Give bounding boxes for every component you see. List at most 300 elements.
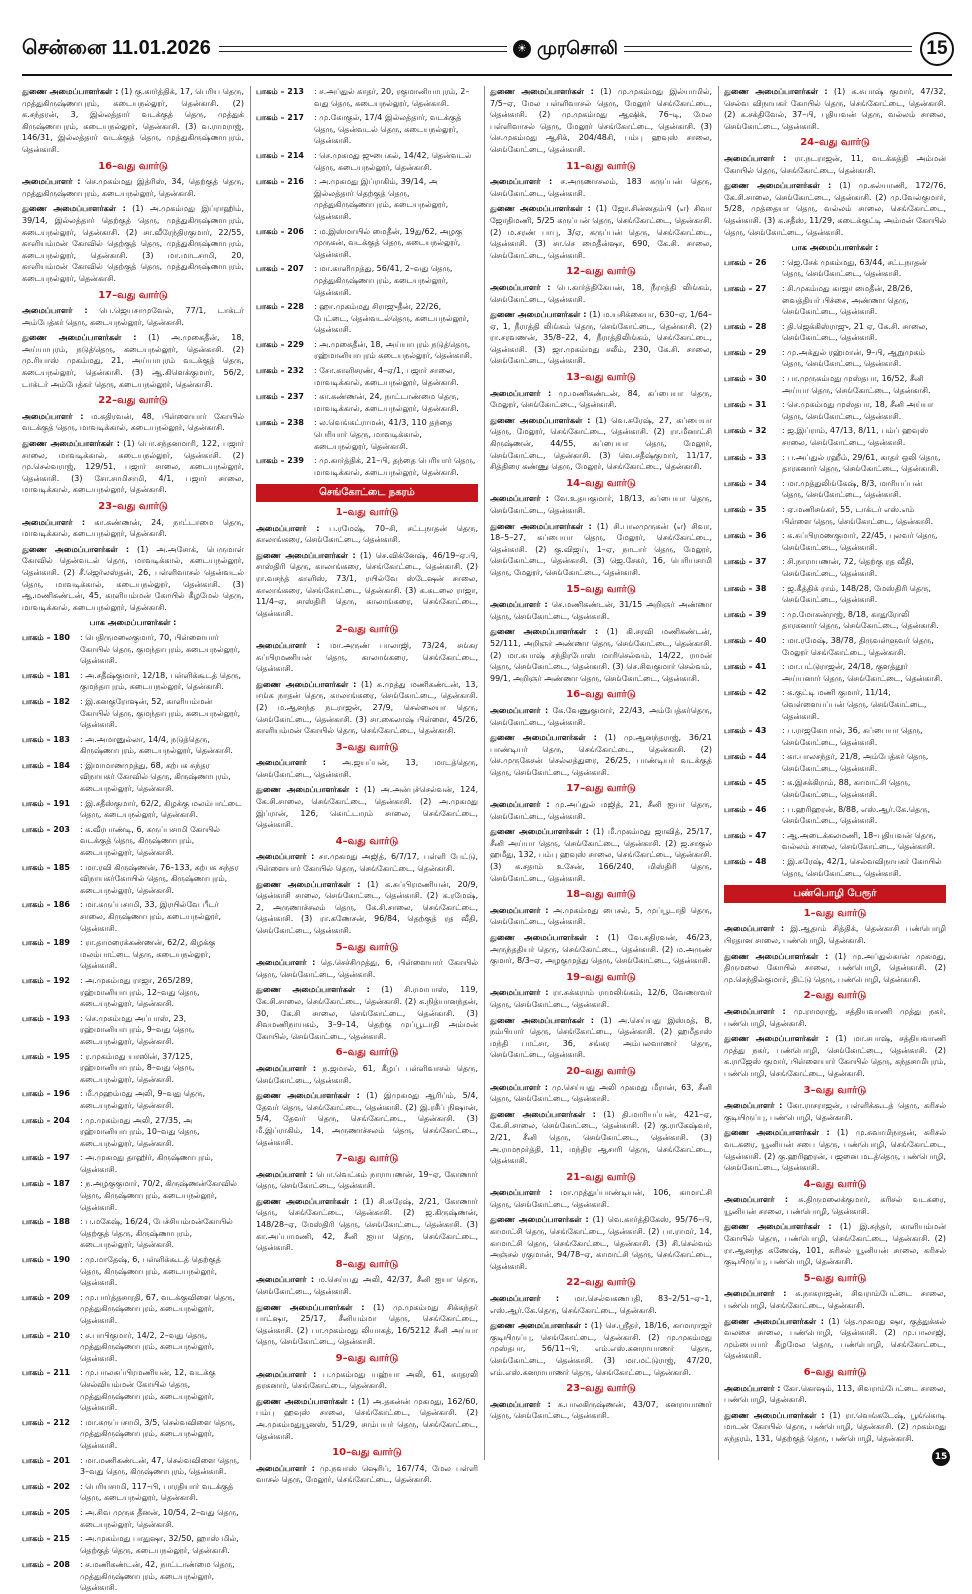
booth-agent: : மீ.முஹம்மது அலி, 9–வது தெரு, கடையநல்லூர், தென்காசி. (80, 1089, 206, 1110)
office-bearer-entry (490, 1320, 712, 1378)
ward-heading: 8–வது வார்டு (335, 1258, 399, 1270)
role-label: துணை அமைப்பாளர்கள் : (22, 333, 137, 343)
role-label: அமைப்பாளர் : (490, 388, 552, 398)
booth-agent: : செ.முகமது ஜுபைகல், 14/42, தென்வடல் தெரு, கடையநல்லூர், தென்காசி. (314, 150, 472, 172)
booth-agent: : மு.மோகன்ராஜ், 8/18, காதுரோலி தாரகனார் தெரு, செங்கோட்டை, தென்காசி. (782, 609, 939, 631)
role-label: அமைப்பாளர் : (256, 1275, 315, 1285)
booth-entry (724, 283, 946, 318)
role-label: துணை அமைப்பாளர்கள் : (724, 1034, 829, 1044)
role-label: துணை அமைப்பாளர்கள் : (724, 1410, 825, 1420)
entry-text: (1) மா.சபாஷ், சத்தியவாணி முத்து நகர், பண்பொழி, செங்கோட்டை, தென்காசி. (2) க.ராஜேஸ் குமார், பிள்ளையார் கோயில் தெரு, கந்தசாமிபுரம், பண்பொழி, செங்கோட்டை, தென்காசி. (724, 1034, 946, 1078)
role-label: துணை அமைப்பாளர்கள் : (22, 204, 126, 214)
entry-text: (1) இ.சுந்தர், காளியம்மன் கோயில் தெரு, பண்பொழி, செங்கோட்டை, தென்காசி. (2) ரா.ஆனந்த கணேஷ், 101, கரிசல் யூனியன் சாலை, கரிசல் குடியிருப்பு, பண்பொழி, தென்காசி. (724, 1222, 946, 1267)
ward-heading: 12–வது வார்டு (566, 266, 636, 278)
booth-number: பாகம் – 238 (256, 418, 304, 428)
role-label: அமைப்பாளர் : (490, 705, 549, 715)
office-bearer-entry (724, 1410, 946, 1445)
entry-text: (1) ம.யசிக்கையா, 630–ஏ, 1/64–ஏ, 1, நீராத்தி லிங்கம் தெரு, செங்கோட்டை, தென்காசி. (2) ரா.சரவணன், 35/8–22, 4, நீராத்திலிங்கம், செங்கோட்டை, தென்காசி. (3) ஜா.முகம்மது சலீம், 230, கே.சி. சாலை, செங்கோட்டை, தென்காசி. (490, 310, 712, 366)
booth-entry (256, 365, 478, 388)
booth-entry (22, 862, 244, 897)
entry-text: கோ.ராசராஜன், பள்ளிக்கூடத் தெரு, கரிசல் குடியிருப்பு, பண்பொழி, தென்காசி. (724, 1101, 946, 1122)
booth-entry (22, 1330, 244, 1365)
booth-number: பாகம் – 27 (724, 283, 767, 293)
booth-agent: : இ.சதீஸ்குமார், 62/2, கிழக்கு மலம்பாட்டை தெரு, கடையநல்லூர், தென்காசி. (80, 798, 242, 820)
booth-number: பாகம் – 43 (724, 726, 767, 736)
entry-text: அ.ஜயப்பன், 13, மாடத்தெரு, செங்கோட்டை, தென்காசி. (256, 758, 478, 779)
role-label: துணை அமைப்பாளர்கள் : (724, 87, 828, 96)
booth-number: பாகம் – 40 (724, 635, 767, 645)
booth-agent: : மு.அக்துல் ரஹ்மான், 9–பி, ஆறுமுகம் தெரு, செங்கோட்டை, தென்காசி. (782, 347, 925, 369)
role-label: அமைப்பாளர் : (256, 852, 315, 862)
ward-heading: 1–வது வார்டு (335, 507, 399, 518)
ward-heading: 4–வது வார்டு (335, 835, 399, 847)
role-label: அமைப்பாளர் : (256, 958, 316, 968)
role-label: அமைப்பாளர் : (490, 1294, 560, 1304)
role-label: துணை அமைப்பாளர்கள் : (256, 1196, 358, 1206)
booth-entry (724, 777, 946, 800)
booth-agent: : ஜ.கீத்திக் ராம், 148/28, மேஸ்திரி தெரு, செங்கோட்டை, தென்காசி. (782, 583, 932, 605)
booth-agent: : ந.அழகுகுமார், 70/2, கிருஷ்ணன்கோவில் தெரு, கிருஷ்ணாபுரம், கடையநல்லூர், தென்காசி. (80, 1179, 237, 1212)
masthead (22, 30, 954, 68)
role-label: அமைப்பாளர் : (490, 988, 549, 998)
column-4 (724, 86, 946, 1460)
entry-text: (1) மு.முகம்மது சிக்கந்தர் பாட்ஷா, 25/17, சீனியம்மா தெரு, செங்கோட்டை, தென்காசி. (2) பா.முகம்மது லியாகத், 16/5212 சீனி அய்யா தெரு, செங்கோட்டை, தென்காசி. (256, 1302, 478, 1347)
booth-entry (724, 530, 946, 553)
booth-agent: : ர.முகம்மது யாஸின், 37/125, ரஹ்மானியாபுரம், 8–வது தெரு, கடையநல்லூர், தென்காசி. (80, 1051, 195, 1084)
booth-number: பாகம் – 39 (724, 609, 767, 619)
section-banner: பண்பொழி பேரூர் (724, 885, 946, 903)
booth-agent: : பெதிருமலைகுமார், 70, பிள்ளையார் கோயில் தெரு, குமந்தாபுரம், கடையநல்லூர், தென்காசி. (80, 632, 241, 666)
entry-text: மு.ராமராஜ், சத்தியவாணி முத்து நகர், பண்பொழி, தென்காசி. (724, 1006, 946, 1028)
booth-number: பாகம் – 204 (22, 1115, 70, 1125)
office-bearer-entry (490, 86, 712, 156)
booth-entry (22, 1559, 244, 1594)
booth-agent: : ச.அப்துல் காதர், 20, ரகுமானியாபுரம், 2–வது தெரு, கடையநல்லூர், தென்காசி. (314, 87, 470, 108)
entry-text: தெ.செச்சிமுத்து, 6, பிள்ளையார் கோயில் தெரு, செங்கோட்டை, தென்காசி. (256, 958, 478, 979)
role-label: துணை அமைப்பாளர்கள் : (256, 1302, 365, 1312)
entry-text: ப.ரமேஷ், 70–சி, சட்டநாதன் தெரு, காலாங்கரை, செங்கோட்டை, தென்காசி. (256, 523, 478, 545)
office-bearer-entry (490, 521, 712, 579)
booth-entry (256, 263, 478, 298)
booth-agent: : செ.முகம்மது அப்பாஸ், 23, ரஹ்மானியாபுரம், 9–வது தெரு, கடையநல்லூர், தென்காசி. (80, 1013, 195, 1046)
role-label: துணை அமைப்பாளர்கள் : (490, 733, 597, 743)
booth-number: பாகம் – 215 (22, 1534, 70, 1544)
role-label: துணை அமைப்பாளர்கள் : (22, 544, 130, 554)
booth-entry (22, 1115, 244, 1150)
booth-number: பாகம் – 207 (256, 264, 304, 274)
content-frame (22, 74, 952, 1593)
entry-text: ரா.சுக்கராம் ராமலிங்கம், 12/6, வேணாவர் தெரு, செங்கோட்டை, தென்காசி. (490, 988, 712, 1009)
booth-entry (22, 1088, 244, 1111)
booth-number: பாகம் – 37 (724, 557, 767, 567)
booth-agent: : மா.முத்துலிங்கேஷ், 8/3, மாரியப்பன் தெரு, செங்கோட்டை, தென்காசி. (782, 478, 923, 500)
booth-agent: : அ.முகம்மது ராஜா, 265/289, ரஹ்மானியாபுரம், 12–வது தெரு, கடையநல்லூர், தென்காசி. (80, 975, 200, 1009)
role-label: அமைப்பாளர் : (490, 800, 550, 810)
role-label: துணை அமைப்பாளர்கள் : (490, 627, 599, 637)
office-bearer-entry (22, 544, 244, 614)
ward-heading: 17–வது வார்டு (98, 289, 168, 301)
booth-number: பாகம் – 184 (22, 760, 70, 770)
entry-text: ச.அருணாசலம், 183 கருப்பன் தெரு, செங்கோட்டை, தென்காசி. (490, 177, 712, 198)
entry-text: (1) க.சுப்பிரமணியன், 20/9, தென்காசி சாலை, செங்கோட்டை, தென்காசி. (2) க.ரமேஷ், 2, அருணாச்சலம் தெரு, கே.சி.சாலை, செங்கோட்டை, தென்காசி. (3) ரா.கணேசன், 96/84, தெற்குத் ரத வீதி, செங்கோட்டை, தென்காசி. (256, 879, 478, 935)
role-label: அமைப்பாளர் : (724, 1006, 786, 1016)
ward-heading: 11–வது வார்டு (566, 160, 636, 172)
ward-heading: 17–வது வார்டு (566, 783, 636, 795)
ward-heading: 5–வது வார்டு (335, 941, 399, 953)
booth-entry (256, 301, 478, 336)
entry-text: (1) சு.முத்து மணிகண்டன், 13, ஈங்க நாதன் தெரு, காலாங்கரை, செங்கோட்டை, தென்காசி. (2) ம.ஆனந்த நடராஜன், 27/9, செல்லையா தெரு, செங்கோட்டை, தென்காசி. (3) சா.கைலாஷ் பிள்ளை, 45/26, காளியம்மன் கோயில் தெரு, செங்கோட்டை, தென்காசி. (256, 679, 478, 736)
page-number-badge: 15 (920, 32, 954, 66)
office-bearer-entry (490, 1293, 712, 1316)
office-bearer-entry (256, 1063, 478, 1086)
office-bearer-entry (256, 957, 478, 980)
role-label: துணை அமைப்பாளர்கள் : (490, 415, 591, 425)
booth-agent: : அ.முகமது தாஹிர், கிருஷ்ணாபுரம், தென்காசி. (80, 1153, 214, 1174)
booth-entry (724, 583, 946, 606)
office-bearer-entry (256, 640, 478, 675)
ward-heading: 15–வது வார்டு (566, 583, 636, 595)
booth-entry (22, 1178, 244, 1213)
office-bearer-entry (490, 415, 712, 473)
booth-number: பாகம் – 34 (724, 478, 767, 488)
entry-text: (1) தி.மாரியப்பன், 421–ஏ, கே.சி.சாலை, செங்கோட்டை, தென்காசி. (2) கு.ராகேஷ்வர், 2/21, சீனி தெரு, செங்கோட்டை, தென்காசி. (3) அ.ராமமூர்த்தி, 11, மந்திர ஆசாரி தெரு, செங்கோட்டை, தென்காசி. (490, 1109, 712, 1166)
column-3 (490, 86, 712, 1460)
booth-agent: : சி.முகம்மது காஜா மைதீன், 28/26, வைத்தியர் பிச்சை, அண்ணா தெரு, செங்கோட்டை, தென்காசி. (782, 283, 913, 317)
entry-text: செ.முகம்மது இத்ரிஸ், 34, தெற்குத் தெரு, முத்துகிருஷ்ணாபுரம், கடையநல்லூர், தென்காசி. (22, 177, 244, 198)
booth-number: பாகம் – 44 (724, 752, 767, 762)
entry-text: (1) கு.கார்த்திக், 17, பெரிய தெரு, முத்துகிருஷ்ணாபுரம், கடையநல்லூர், தென்காசி. (2) க.சந்தரன், 3, இல்லத்தார் வடக்குத் தெரு, முத்துக் கிருஷ்ணாபுரம், கடையநல்லூர், தென்காசி. (3) வ.ராமராஜ், 146/31, இல்லத்தார் வடக்குத் தெரு, முத்துகிருஷ்ணாபுரம், தென்காசி. (22, 87, 244, 154)
entry-text: ந.ஜமால், 61, கீழப் பள்ளிவாசல் தெரு, செங்கோட்டை, தென்காசி. (256, 1063, 478, 1085)
booth-entry (724, 452, 946, 475)
booth-entry (22, 1216, 244, 1251)
role-label: துணை அமைப்பாளர்கள் : (256, 679, 357, 689)
role-label: அமைப்பாளர் : (490, 177, 553, 187)
booth-entry (256, 176, 478, 222)
office-bearer-entry (490, 987, 712, 1010)
booth-agent: : மு.மாதேஷ், 6, பள்ளிக்கூடத் தெற்குத் தெரு, கிருஷ்ணாபுரம், கடையநல்லூர், தென்காசி. (80, 1255, 221, 1288)
entry-text: பொ.வெட்கம் நாராயணன், 19–ஏ, கோணார் தெரு, செங்கோட்டை, தென்காசி. (256, 1169, 478, 1191)
booth-number: பாகம் – 195 (22, 1051, 70, 1061)
entry-text: (1) அ.முகைதீன், 18, அய்யாபுரம், நடுத்தெரு, கடையநல்லூர், தென்காசி. (2) மு.ரியாஸ் முகம்மது, 21, அய்யாபுரம் வடக்குத் தெரு, கடையநல்லூர், தென்காசி. (3) ஆ.கிளெக்குமார், 56/2, டாக்டர் அம்பேத்கர் தெரு, கடையநல்லூர், தென்காசி. (22, 333, 244, 389)
booth-agent: : கா.கண்ணன், 24, நாட்டாண்மை தெரு, மாவடிக்கால், கடையநல்லூர், தென்காசி. (314, 392, 460, 413)
booth-entry (724, 609, 946, 632)
booth-number: பாகம் – 186 (22, 900, 70, 910)
office-bearer-entry (22, 86, 244, 156)
role-label: அமைப்பாளர் : (490, 282, 551, 292)
entry-text: (1) அ.தகன்ன் முகமது, 162/60, பம்பு ஹவுஸ் சாலை, செங்கோட்டை, தென்காசி. (2) அ.முகம்மதுயூனஸ், 51/29, சாம்பயர் தெரு, செங்கோட்டை, தென்காசி. (256, 1396, 478, 1441)
booth-agent: : ச.மணிகண்டன், 42, நாட்டாண்மை தெரு, முத்துகிருஷ்ணாபுரம், கடையநல்லூர், தென்காசி. (80, 1560, 235, 1593)
entry-text: (1) மு.சுவாமிநாதன், கரிசல் வடகரை, யூனியன் சபை தெரு, பண்பொழி, செங்கோட்டை, தென்காசி. (2) கு.ஹரிஹரன், பஜனை மடத்தெரு, பண்பொழி, செங்கோட்டை, தென்காசி. (724, 1128, 946, 1173)
booth-number: பாகம் – 216 (256, 177, 304, 187)
booth-agent: : க.குட்டி மணி குமார், 11/14, வெள்ளையப்பன் தெரு, செங்கோட்டை, தென்காசி. (782, 688, 927, 721)
booth-entry (256, 226, 478, 261)
office-bearer-entry (490, 1109, 712, 1167)
role-label: துணை அமைப்பாளர்கள் : (256, 879, 361, 889)
booth-number: பாகம் – 187 (22, 1179, 70, 1189)
booth-number: பாகம் – 41 (724, 662, 767, 672)
role-label: துணை அமைப்பாளர்கள் : (724, 1316, 824, 1326)
office-bearer-entry (490, 826, 712, 884)
role-label: துணை அமைப்பாளர்கள் : (490, 521, 592, 531)
office-bearer-entry (724, 951, 946, 986)
booth-agent: : இமாமாணமுத்து, 68, கற்பக சுந்தர விநாயகர் கோவில் தெரு, கிருஷ்ணாபுரம், கடையநல்லூர், தென்காசி. (80, 760, 231, 794)
ward-heading: 1–வது வார்டு (803, 907, 867, 919)
booth-entry (22, 1254, 244, 1289)
role-label: அமைப்பாளர் : (490, 600, 548, 610)
role-label: துணை அமைப்பாளர்கள் : (490, 1321, 588, 1331)
role-label: துணை அமைப்பாளர்கள் : (724, 951, 829, 961)
role-label: துணை அமைப்பாளர்கள் : (256, 785, 359, 795)
office-bearer-entry (490, 1399, 712, 1422)
booth-entry (22, 1051, 244, 1086)
role-label: துணை அமைப்பாளர்கள் : (490, 827, 589, 837)
entry-text: பெ.கார்த்திகேயன், 18, நீராத்தி லிங்கம், செங்கோட்டை, தென்காசி. (490, 282, 712, 304)
ward-heading: 18–வது வார்டு (566, 889, 636, 901)
booth-agent: : அ.சதீஷ்குமார், 12/18, பள்ளிக்கூடத் தெரு, குமந்தாபுரம், கடையநல்லூர், தென்காசி. (80, 670, 242, 692)
booth-number: பாகம் – 206 (256, 226, 304, 236)
booth-number: பாகம் – 28 (724, 321, 767, 331)
booth-number: பாகம் – 36 (724, 531, 767, 541)
role-label: அமைப்பாளர் : (724, 153, 787, 163)
booth-agent: : பா.முருகம்மது முஸ்தபா, 16/52, சீனி அய்யா தெரு, செங்கோட்டை, தென்காசி. (782, 374, 931, 395)
office-bearer-entry (256, 1196, 478, 1254)
role-label: அமைப்பாளர் : (490, 1188, 553, 1198)
booth-entry (724, 399, 946, 422)
office-bearer-entry (490, 732, 712, 778)
ward-heading: 21–வது வார்டு (566, 1171, 636, 1183)
office-bearer-entry (724, 1288, 946, 1311)
entry-text: (1) வெ.சுரேஷ், 27, கப்பையா தெரு, மேலூர், செங்கோட்டை, தென்காசி. (2) ரா.மீனாட்சி கிருஷ்ணன், 44/55, கப்பையா தெரு, மேலூர், செங்கோட்டை, தென்காசி. (3) வெ.சதீஷ்குமார், 11/17, சித்திரை கண்ணு தெரு, மேலூர், செங்கோட்டை, தென்காசி. (490, 415, 712, 472)
role-label: அமைப்பாளர் : (256, 640, 320, 650)
entry-text: சா.முகமது அஜித், 6/7/17, பள்ளி பேட்டு, பிள்ளையார் கோயில் தெரு, செங்கோட்டை, தென்காசி. (256, 852, 478, 874)
office-bearer-entry (490, 1082, 712, 1105)
booth-number: பாகம் – 191 (22, 798, 70, 808)
booth-entry (724, 556, 946, 579)
role-label: அமைப்பாளர் : (724, 1195, 789, 1205)
office-bearer-entry (256, 784, 478, 830)
booth-number: பாகம் – 31 (724, 400, 767, 410)
role-label: அமைப்பாளர் : (724, 1289, 787, 1299)
masthead-rule-left (219, 46, 507, 52)
role-label: அமைப்பாளர் : (256, 523, 320, 533)
ward-heading: 2–வது வார்டு (335, 624, 399, 636)
booth-number: பாகம் – 42 (724, 688, 767, 698)
entry-text: (1) அ.முகம்மது இப்ராஹிம், 39/14, இல்லத்தார் தெற்குத் தெரு, முத்துகிருஷ்ணாபுரம், கடையநல்லூர், தென்காசி. (2) சா.வீரேந்திரகுமார், 22/55, காளியம்மன் கோவில் தெற்குத் தெரு, முத்துகிருஷ்ணாபுரம், கடையநல்லூர், தென்காசி. (3) மா.மாடசாமி, 20, காளியம்மன் கோவில் தெற்குத் தெரு, முத்துகிருஷ்ணாபுரம், கடையநல்லூர், தென்காசி. (22, 204, 244, 283)
office-bearer-entry (490, 626, 712, 684)
booth-entry (22, 937, 244, 972)
office-bearer-entry (256, 550, 478, 620)
ward-heading: 16–வது வார்டு (98, 160, 168, 172)
booth-number: பாகம் – 228 (256, 302, 304, 312)
ward-heading: 4–வது வார்டு (803, 1178, 867, 1190)
booth-number: பாகம் – 190 (22, 1255, 70, 1265)
ward-heading: 10–வது வார்டு (332, 1447, 402, 1459)
booth-number: பாகம் – 232 (256, 366, 304, 376)
entry-text: (1) அ.அன்புச்செல்வன், 124, கே.சி.சாலை, செங்கோட்டை, தென்காசி. (2) அ.முகமது இப்ரான், 126, கொட்டாரம் சாலை, செங்கோட்டை, தென்காசி. (256, 785, 478, 830)
office-bearer-entry (490, 905, 712, 928)
office-bearer-entry (22, 411, 244, 434)
booth-agent: : மா.பட்டுராஜன், 24/18, குளத்தூர் அய்யனார் தெரு, செங்கோட்டை, தென்காசி. (782, 662, 943, 683)
column-1 (22, 86, 245, 1593)
booth-entry (724, 830, 946, 853)
ward-heading: 22–வது வார்டு (98, 395, 168, 407)
ward-heading: 3–வது வார்டு (335, 741, 399, 753)
office-bearer-entry (256, 1169, 478, 1192)
booth-entry (724, 635, 946, 658)
booth-entry (22, 824, 244, 859)
booth-number: பாகம் – 202 (22, 1481, 70, 1491)
booth-number: பாகம் – 201 (22, 1455, 70, 1465)
booth-entry (256, 391, 478, 414)
office-bearer-entry (724, 180, 946, 238)
office-bearer-entry (490, 176, 712, 199)
office-bearer-entry (22, 438, 244, 496)
role-label: அமைப்பாளர் : (256, 758, 326, 768)
office-bearer-entry (256, 1274, 478, 1297)
entry-text: மு.செய்யது அலி முகமது மீரான், 63, சீனி தெரு, செங்கோட்டை, தென்காசி. (490, 1082, 712, 1104)
booth-entry (724, 661, 946, 684)
role-label: துணை அமைப்பாளர்கள் : (724, 1128, 830, 1138)
ward-heading: 20–வது வார்டு (566, 1065, 636, 1077)
office-bearer-entry (724, 1006, 946, 1029)
booth-number: பாகம் – 208 (22, 1560, 70, 1570)
entry-text: (1) அ.அசோக், பெருமாள் கோவில் தென்வடல் தெரு, மாவடிக்கால், கடையநல்லூர், தென்காசி. (2) சீ.ஜெர்லஸ்தன், 26, பள்ளிவாசல் தென்வடல் தெரு, மாவடிக்கால், கடையநல்லூர், தென்காசி. (3) ஆ.மணிகண்டன், 45, காளியம்மன் கோயில் கீழமேல் தெரு, மாவடிக்கால், கடையநல்லூர், தென்காசி. (22, 544, 244, 612)
booth-entry (22, 760, 244, 795)
role-label: துணை அமைப்பாளர்கள் : (22, 87, 119, 96)
office-bearer-entry (22, 305, 244, 328)
office-bearer-entry (490, 1214, 712, 1272)
booth-agent: : மு.பாலசுப்பிரமணியன், 12, வடக்கு செல்வியம்மன் கோயில் தெரு, முத்துகிருஷ்ணாபுரம், கடையநல்லூர், தென்காசி. (80, 1368, 216, 1413)
booth-agent: : ல.வெங்கட்ராமன், 41/3, 110 தந்தை பெரியார் தெரு, மாவடிக்கால், கடையநல்லூர், தென்காசி. (314, 418, 453, 451)
entry-text: (1) மீ.முகம்மது ஜாவித், 25/17, சீனி அய்யா தெரு, செங்கோட்டை, தென்காசி. (2) ஜ.சாகுல் ஹமீது, 132, பம்பு ஹவுஸ் சாலை, செங்கோட்டை, தென்காசி. (3) க.சதாம் உசேன், 166/240, மிஸ்திரி தெரு, செங்கோட்டை, தென்காசி. (490, 827, 712, 883)
entry-text: (1) செ.விக்னேஷ், 46/19–ஏ.பி, சாஸ்திரி தெரு, காலாங்கரை, செங்கோட்டை, தென்காசி. (2) ரா.வசந்த் காளிஸ், 73/1, ரயில்வே ஸ்டேஷன் சாலை, காலாங்கரை, செங்கோட்டை, தென்காசி. (3) க.கடலை ராஜா, 11/4–ஏ, சாஸ்திரி தெரு, காலாங்கரை, செங்கோட்டை, தென்காசி. (256, 550, 478, 618)
entry-text: (1) சி.சுரேஷ், 2/21, கோணார் தெரு, செங்கோட்டை, தென்காசி. (2) ஜ.கிருஷ்ணன், 148/28–ஏ, மேஸ்திரி தெரு, செங்கோட்டை, தென்காசி. (3) கா.அப்பாமணி, 42, சீனி ஐயா தெரு, செங்கோட்டை, தென்காசி. (256, 1196, 478, 1253)
role-label: துணை அமைப்பாளர்கள் : (490, 87, 594, 96)
office-bearer-entry (256, 1302, 478, 1348)
booth-entry (256, 417, 478, 452)
entry-text: மு.அப்துல் மஜித், 21, சீனி ஐயா தெரு, செங்கோட்டை, தென்காசி. (490, 800, 712, 821)
booth-entry (22, 975, 244, 1010)
booth-agent: : ப.ஹரிஹரன், 8/88, எஸ்.ஆர்.கே.தெரு, செங்கோட்டை, தென்காசி. (782, 804, 931, 826)
booth-number: பாகம் – 210 (22, 1330, 70, 1340)
booth-entry (256, 455, 478, 478)
booth-entry (22, 1292, 244, 1327)
entry-text: (1) ஜோ.சின்னதம்பி (எ) சிவா ஜோதிமணி, 5/25 கருப்பன் தெரு, செங்கோட்டை, தென்காசி. (2) ம.சரண் பாபு, 3/ஏ, கருப்பன் தெரு, செங்கோட்டை, தென்காசி. (3) சா.செ மைதீன்ஷா, 690, கே.சி. சாலை, செங்கோட்டை, தென்காசி. (490, 204, 712, 260)
entry-text: (1) கி.சரவி மணிகண்டன், 52/111, அறிஞர் அண்ணா தெரு, செங்கோட்டை, தென்காசி. (2) மா.சுபாஷ் சந்திரபோஸ் மாரிசெல்வம், 14/22, ராமன் தெரு, செங்கோட்டை, தென்காசி. (3) செ.சிவகுமார் செல்வம், 99/1, அறிஞர் அண்ணா தெரு, செங்கோட்டை, தென்காசி. (490, 627, 712, 683)
ward-heading: 22–வது வார்டு (566, 1277, 636, 1289)
ward-heading: 7–வது வார்டு (335, 1153, 399, 1165)
entry-text: சு.திருமலைக்குமார், கரிசல் வடகரை, யூனியன் சாலை, பண்பொழி, தென்காசி. (724, 1195, 946, 1216)
booth-entry (724, 425, 946, 448)
entry-text: மா.செல்வகணபதி, 83–2/51–ஏ–1, எஸ்.ஆர்.கே.தெரு, செங்கோட்டை, தென்காசி. (490, 1294, 712, 1315)
office-bearer-entry (724, 1127, 946, 1173)
booth-entry (724, 373, 946, 396)
booth-agent: : ப.அப்துல் ரஹீம், 29/61, காதர் ஒலி தெரு, தாரகனார் தெரு, செங்கோட்டை, தென்காசி. (782, 452, 941, 474)
ward-heading: 6–வது வார்டு (803, 1367, 867, 1378)
booth-number: பாகம் – 197 (22, 1153, 70, 1163)
entry-text: (1) பொ.சந்தனமாரி, 122, பஜார் சாலை, மாவடிக்கால், கடையநல்லூர், தென்காசி. (2) மு.செல்வராஜ், 129/51, பஜார் சாலை, கடையநல்லூர், தென்காசி. (3) சோ.சாமிசாமி, 4/1, பஜார் சாலை, மாவடிக்கால், கடையநல்லூர், தென்காசி. (22, 439, 244, 495)
booth-agent: : ஏ.மணிசங்கர், 55, டாக்டர் எஸ்.எம் பிள்ளை தெரு, செங்கோட்டை, தென்காசி. (782, 505, 934, 526)
entry-text: அ.முகம்மது பைசல், 5, முப்பூடாதி தெரு, செங்கோட்டை, தென்காசி. (490, 905, 712, 927)
entry-text: (1) சி.பாலமுருகன் (எ) சிவா, 18–5–27, கப்பையா தெரு, மேலூர், செங்கோட்டை, தென்காசி. (2) கு.விஜய், 1–ஏ, நாடார் தெரு, மேலூர், செங்கோட்டை, தென்காசி. (3) ஜெ.சேகர், 16, பெரியசாமி தெரு, மேலூர், செங்கோட்டை, தென்காசி. (490, 521, 712, 577)
entry-text: (1) மு.அப்துல்கான் முகமது, திருமலை கோயில் சாலை, பண்பொழி, தென்காசி. (2) மு.செந்தில்குமார், திட்டு தெரு, பண்பொழி, தென்காசி. (724, 951, 947, 984)
booth-agent: : பெரியசாமி, 117–பி, பாரதியார் வடக்குத் தெரு, கடையநல்லூர், தென்காசி. (80, 1481, 234, 1503)
office-bearer-entry (724, 153, 946, 176)
office-bearer-entry (256, 984, 478, 1042)
entry-text: (1) மு.கல்யாணி, 172/76, கே.சி.சாலை, செங்கோட்டை, தென்காசி. (2) மு.வேல்குமார், 5/28, முத்தையா தெரு, வல்லம் சாலை, செங்கோட்டை, தென்காசி. (3) க.சதீஸ், 11/29, கடைக்குட்டி அம்மன் கோயில் தெரு, செங்கோட்டை, தென்காசி. (724, 181, 946, 237)
office-bearer-entry (490, 203, 712, 261)
booth-agent: : தி.ஜெக்கிஸ்ராஜு, 21 ஏ, கே.சி. சாலை, செங்கோட்டை, தென்காசி. (782, 321, 928, 343)
booth-agent: : அ.சிவ முருக தீனன், 10/54, 2–வது தெரு, கடையநல்லூர், தென்காசி. (80, 1507, 239, 1529)
office-bearer-entry (256, 679, 478, 737)
booth-agent: : இ.சுரேஷ், 42/1, செல்வவிநாயகர் கோயில் தெரு, செங்கோட்டை, தென்காசி. (782, 857, 942, 878)
office-bearer-entry (490, 1015, 712, 1061)
booth-number: பாகம் – 182 (22, 696, 70, 706)
booth-number: பாகம் – 214 (256, 150, 304, 160)
booth-entry (256, 150, 478, 173)
booth-entry (724, 257, 946, 280)
ward-heading: 3–வது வார்டு (803, 1084, 867, 1096)
role-label: அமைப்பாளர் : (256, 1169, 314, 1179)
booth-agent: : மு.கார்த்திக், 21–பி, தந்தை பெரியார் தெரு, மாவடிக்கால், கடையநல்லூர், தென்காசி. (314, 456, 476, 477)
booth-agent: : அ.அமானுல்லா, 14/4, நடுத்தெரு, கிருஷ்ணாபுரம், கடையநல்லூர், தென்காசி. (80, 734, 233, 756)
booth-agent: : க.சுப்பிரமணகுமார், 22/45, புலவர் தெரு, செங்கோட்டை, தென்காசி. (782, 531, 938, 552)
role-label: அமைப்பாளர் : (490, 905, 549, 915)
role-label: துணை அமைப்பாளர்கள் : (490, 204, 591, 214)
booth-agent: : அ.முகைதீன், 18, அய்யாபுரம் நடுத்தெரு, ரஹ்மானியாபுரம் கடையநல்லூர், தென்காசி. (314, 339, 473, 361)
booth-entry (22, 1417, 244, 1452)
office-bearer-entry (490, 309, 712, 367)
booth-number: பாகம் – 189 (22, 938, 70, 948)
booth-agent: : ஆ.அடைக்கலமணி, 18–புதியவன் தெரு, வல்லம் சாலை, செங்கோட்டை, தென்காசி. (782, 830, 936, 852)
office-bearer-entry (490, 705, 712, 728)
role-label: அமைப்பாளர் : (256, 1369, 317, 1379)
role-label: துணை அமைப்பாளர்கள் : (490, 1109, 596, 1119)
booth-agent: : செ.முகம்மது முஸ்தபா, 18, சீனி அய்யா தெரு, செங்கோட்டை, தென்காசி. (782, 400, 934, 421)
booth-agent: : க.இசக்கிராம், 88, காமாட்சி தெரு, செங்கோட்டை, தென்காசி. (782, 778, 911, 800)
booth-entry (724, 504, 946, 527)
role-label: துணை அமைப்பாளர்கள் : (490, 310, 587, 320)
booth-entry (22, 696, 244, 731)
office-bearer-entry (490, 599, 712, 622)
booth-section-heading: பாக அமைப்பாளர்கள் : (791, 243, 879, 253)
booth-entry (22, 1455, 244, 1478)
booth-agent: : மா.மணிகண்டன், 47, செல்வவிளை தெரு, 3–வது தெரு, கிருஷ்ணாபுரம், தென்காசி. (80, 1455, 240, 1477)
booth-number: பாகம் – 46 (724, 804, 767, 814)
booth-entry (22, 798, 244, 821)
booth-agent: : இ.கனகுரோஷன், 52, காளியம்மன் கோயில் தெரு, குமந்தாபுரம், கடையநல்லூர், தென்காசி. (80, 696, 241, 730)
booth-entry (256, 86, 478, 109)
entry-text: (1) மு.ஆனந்தராஜ், 36/21 பாண்டியர் தெரு, செங்கோட்டை, தென்காசி. (2) செ.முருகேசன் செல்லத்துரை, 26/25, பாண்டியர் வடக்குத் தெரு, செங்கோட்டை, தென்காசி. (490, 733, 712, 777)
booth-agent: : ப.மகேஷ், 16/24, பேச்சியம்மன்கோயில் தெற்குத் தெரு, கிருஷ்ணாபுரம், கடையநல்லூர், தென்காசி. (80, 1217, 233, 1250)
entry-text: சு.நாகராஜன், சிவராம்பேட்டை சாலை, பண்பொழி, செங்கோட்டை, தென்காசி. (724, 1289, 947, 1311)
office-bearer-entry (256, 1396, 478, 1442)
role-label: அமைப்பாளர் : (724, 924, 785, 934)
entry-text: (1) சி.ரமாபாஸ், 119, கே.சி.சாலை, செங்கோட்டை, தென்காசி. (2) க.நித்யானந்தன், 30, கே.சி சாலை, செங்கோட்டை, தென்காசி. (3) சிவமணிநாயகம், 3–9–14, தெற்கு முப்பூடாதி அம்மன் கோயில், செங்கோட்டை, தென்காசி. (256, 985, 478, 1041)
booth-entry (724, 725, 946, 748)
booth-number: பாகம் – 237 (256, 392, 304, 402)
entry-text: (1) தெ.முகமது ஷா, குத்துக்கல் வலசை சாலை, பண்பொழி, தென்காசி. (2) மு.பாலாஜி, மும்பையார் கீழமேல தெரு, பண்பொழி, செங்கோட்டை, தென்காசி. (724, 1316, 946, 1361)
booth-agent: : ஜ.இப்ராம், 47/13, 8/11, பம்ப் ஹவுஸ் சாலை, செங்கோட்டை, தென்காசி. (782, 426, 929, 448)
booth-agent: : அ.முகம்மது பாதுஷா, 32/50, ஹாஸ் மில், தெற்குத் தெரு, கடையநல்லூர், தென்காசி. (80, 1534, 239, 1555)
office-bearer-entry (724, 1316, 946, 1362)
entry-text: (1) க.சுபாஷ் குமார், 47/32, செல்வ விநாயகர் கோயில் தெரு, செங்கோட்டை, தென்காசி. (2) க.சக்திவேல், 37–பி, புதியவன் தெரு, வல்லம் சாலை, செங்கோட்டை, தென்காசி. (724, 87, 946, 131)
booth-agent: : ப.ராஜகோபால், 36, சுப்பையா தெரு, செங்கோட்டை, தென்காசி. (782, 726, 923, 747)
booth-entry (22, 1152, 244, 1175)
paper-name: முரசொலி (536, 37, 618, 58)
booth-number: பாகம் – 211 (22, 1368, 70, 1378)
section-banner: செங்கோட்டை நகரம் (256, 484, 478, 502)
